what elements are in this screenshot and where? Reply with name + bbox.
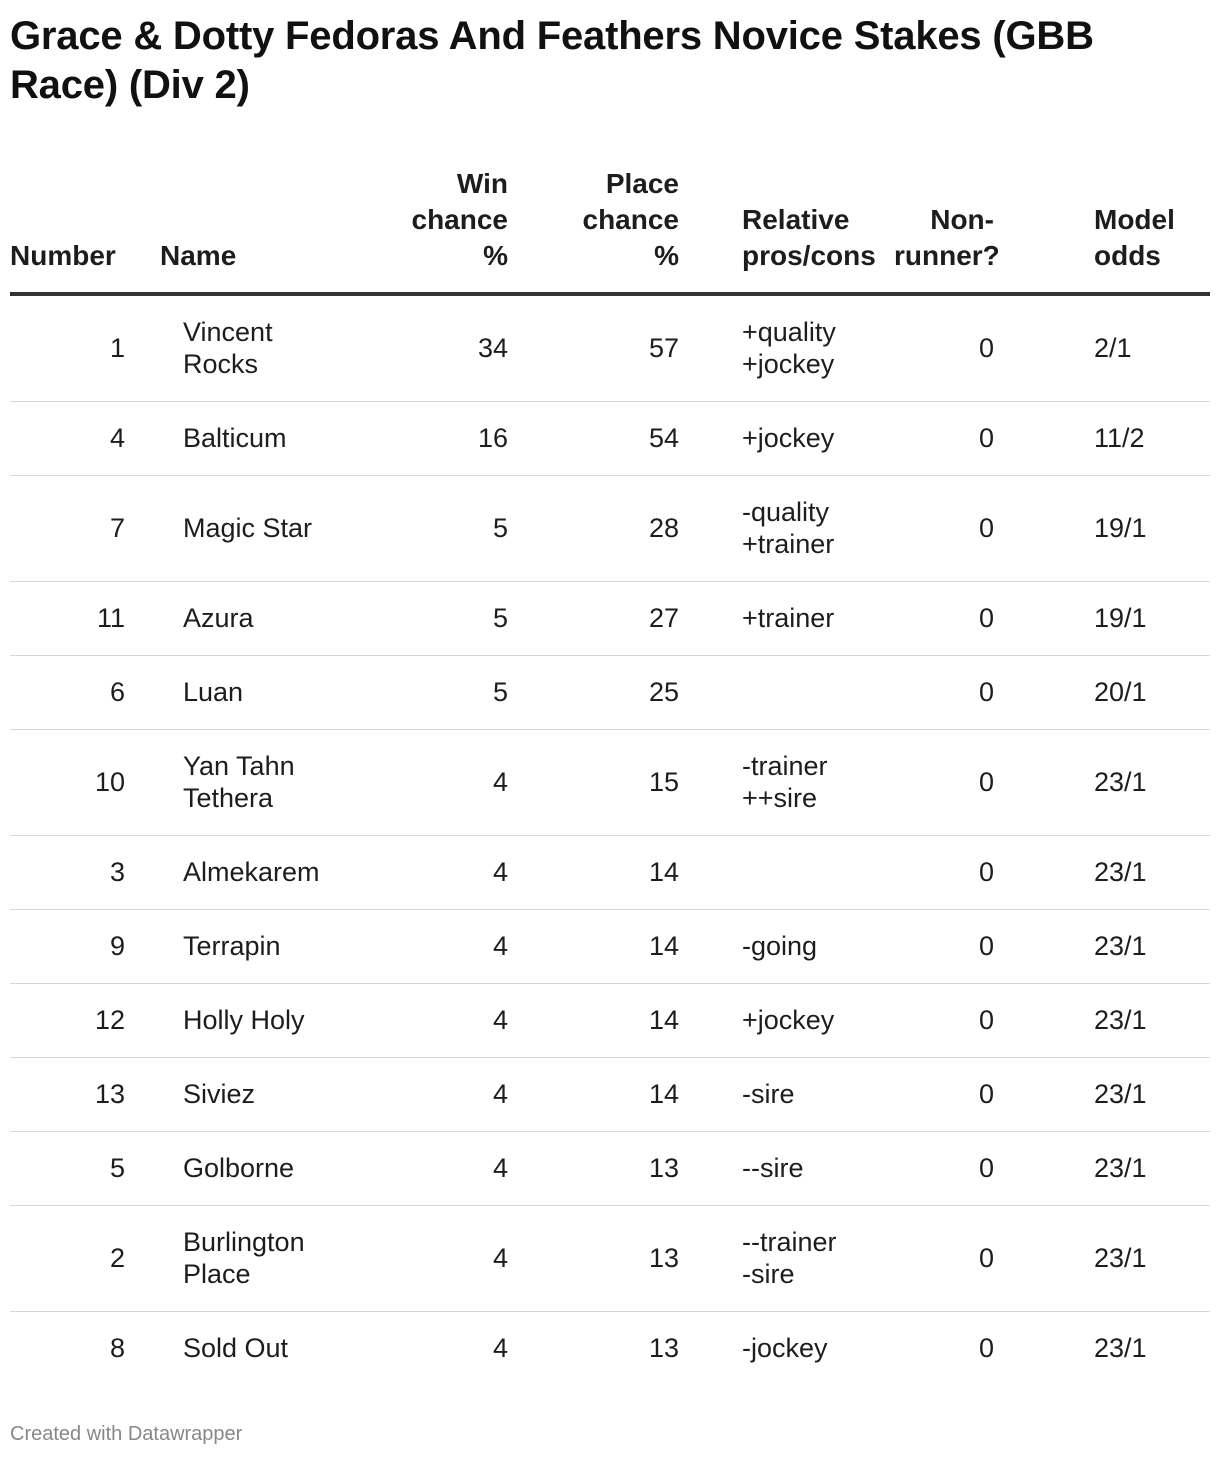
header-relative: Relative pros/cons — [679, 166, 894, 294]
cell-place-chance: 14 — [508, 983, 679, 1057]
table-row — [10, 729, 1210, 835]
cell-number: 6 — [10, 655, 160, 729]
cell-relative: -trainer ++sire — [679, 729, 894, 835]
footer-credit: Created with Datawrapper — [10, 1423, 243, 1445]
cell-number: 3 — [10, 835, 160, 909]
header-name: Name — [160, 166, 350, 294]
race-table — [10, 166, 1210, 1385]
cell-name: Siviez — [160, 1057, 350, 1131]
cell-name: Golborne — [160, 1131, 350, 1205]
cell-number: 8 — [109, 1333, 125, 1364]
cell-non-runner: 0 — [894, 475, 1029, 581]
cell-place-chance: 13 — [508, 1205, 679, 1311]
cell-model-odds: 11/2 — [1029, 401, 1210, 475]
cell-place-chance: 25 — [508, 655, 679, 729]
cell-place-chance: 54 — [508, 401, 679, 475]
cell-non-runner: 0 — [894, 983, 1029, 1057]
cell-number: 2 — [10, 1205, 160, 1311]
cell-name: Azura — [160, 581, 350, 655]
cell-place-chance: 27 — [508, 581, 679, 655]
cell-non-runner: 0 — [894, 1131, 1029, 1205]
table-row — [10, 909, 1210, 983]
table-row — [10, 401, 1210, 475]
table-row — [10, 835, 1210, 909]
cell-non-runner: 0 — [894, 835, 1029, 909]
cell-relative: +jockey — [679, 983, 894, 1057]
cell-model-odds: 23/1 — [1029, 1205, 1210, 1311]
cell-relative: -going — [679, 909, 894, 983]
cell-place-chance: 57 — [508, 294, 679, 401]
cell-relative — [679, 655, 894, 729]
cell-win-chance: 4 — [350, 909, 508, 983]
cell-name: Vincent Rocks — [160, 294, 350, 401]
cell-place-chance: 14 — [508, 909, 679, 983]
cell-relative: --trainer -sire — [679, 1205, 894, 1311]
cell-win-chance: 5 — [350, 655, 508, 729]
cell-number: 7 — [10, 475, 160, 581]
cell-non-runner: 0 — [894, 909, 1029, 983]
cell-non-runner: 0 — [894, 729, 1029, 835]
cell-name: Holly Holy — [160, 983, 350, 1057]
cell-name: Almekarem — [160, 835, 350, 909]
cell-non-runner: 0 — [894, 581, 1029, 655]
table-row — [10, 1131, 1210, 1205]
table-row — [10, 983, 1210, 1057]
cell-model-odds: 23/1 — [1094, 1333, 1147, 1364]
table-row — [10, 1311, 1210, 1385]
cell-relative: +jockey — [679, 401, 894, 475]
cell-relative: --sire — [679, 1131, 894, 1205]
cell-win-chance: 16 — [350, 401, 508, 475]
cell-model-odds: 23/1 — [1029, 835, 1210, 909]
cell-non-runner: 0 — [978, 1333, 994, 1364]
cell-model-odds: 20/1 — [1029, 655, 1210, 729]
cell-relative: +quality +jockey — [679, 294, 894, 401]
cell-name: Sold Out — [183, 1333, 289, 1364]
cell-model-odds: 2/1 — [1029, 294, 1210, 401]
cell-win-chance: 5 — [350, 581, 508, 655]
table-header-row — [10, 166, 1210, 294]
cell-win-chance: 4 — [492, 1333, 508, 1364]
cell-win-chance: 4 — [350, 983, 508, 1057]
cell-relative — [679, 835, 894, 909]
cell-model-odds: 23/1 — [1029, 909, 1210, 983]
cell-non-runner: 0 — [894, 294, 1029, 401]
cell-number: 10 — [10, 729, 160, 835]
cell-model-odds: 19/1 — [1029, 475, 1210, 581]
cell-model-odds: 19/1 — [1029, 581, 1210, 655]
cell-name: Luan — [160, 655, 350, 729]
cell-name: Balticum — [160, 401, 350, 475]
cell-relative: +trainer — [679, 581, 894, 655]
cell-number: 12 — [10, 983, 160, 1057]
cell-number: 4 — [10, 401, 160, 475]
cell-number: 5 — [10, 1131, 160, 1205]
table-row — [10, 1057, 1210, 1131]
cell-number: 13 — [10, 1057, 160, 1131]
cell-place-chance: 14 — [508, 1057, 679, 1131]
cell-win-chance: 4 — [350, 1131, 508, 1205]
cell-place-chance: 15 — [508, 729, 679, 835]
table-row — [10, 655, 1210, 729]
cell-model-odds: 23/1 — [1029, 729, 1210, 835]
cell-non-runner: 0 — [894, 1057, 1029, 1131]
cell-place-chance: 28 — [508, 475, 679, 581]
cell-place-chance: 13 — [648, 1333, 679, 1364]
cell-non-runner: 0 — [894, 401, 1029, 475]
table-body — [10, 294, 1210, 1385]
header-win-chance: Win chance % — [350, 166, 508, 294]
cell-win-chance: 4 — [350, 1205, 508, 1311]
table-row — [10, 475, 1210, 581]
cell-name: Burlington Place — [160, 1205, 350, 1311]
cell-name: Magic Star — [160, 475, 350, 581]
cell-win-chance: 4 — [350, 835, 508, 909]
cell-place-chance: 14 — [508, 835, 679, 909]
cell-number: 9 — [10, 909, 160, 983]
cell-non-runner: 0 — [894, 655, 1029, 729]
header-number: Number — [10, 166, 160, 294]
cell-relative: -sire — [679, 1057, 894, 1131]
cell-model-odds: 23/1 — [1029, 1057, 1210, 1131]
cell-number: 1 — [10, 294, 160, 401]
cell-model-odds: 23/1 — [1029, 983, 1210, 1057]
header-model-odds: Model odds — [1029, 166, 1210, 294]
cell-win-chance: 4 — [350, 1057, 508, 1131]
table-row — [10, 294, 1210, 401]
cell-relative: -quality +trainer — [679, 475, 894, 581]
chart-container — [10, 0, 1210, 1445]
cell-name: Yan Tahn Tethera — [160, 729, 350, 835]
cell-win-chance: 4 — [350, 729, 508, 835]
cell-name: Terrapin — [160, 909, 350, 983]
cell-relative: -jockey — [742, 1333, 828, 1364]
header-non-runner: Non- runner? — [894, 166, 1029, 294]
table-row — [10, 581, 1210, 655]
cell-win-chance: 34 — [350, 294, 508, 401]
cell-non-runner: 0 — [894, 1205, 1029, 1311]
cell-place-chance: 13 — [508, 1131, 679, 1205]
cell-number: 11 — [10, 581, 160, 655]
cell-model-odds: 23/1 — [1029, 1131, 1210, 1205]
table-row — [10, 1205, 1210, 1311]
chart-title: Grace & Dotty Fedoras And Feathers Novice Stakes (GBB Race) (Div 2) — [10, 14, 1094, 107]
cell-win-chance: 5 — [350, 475, 508, 581]
header-place-chance: Place chance % — [508, 166, 679, 294]
